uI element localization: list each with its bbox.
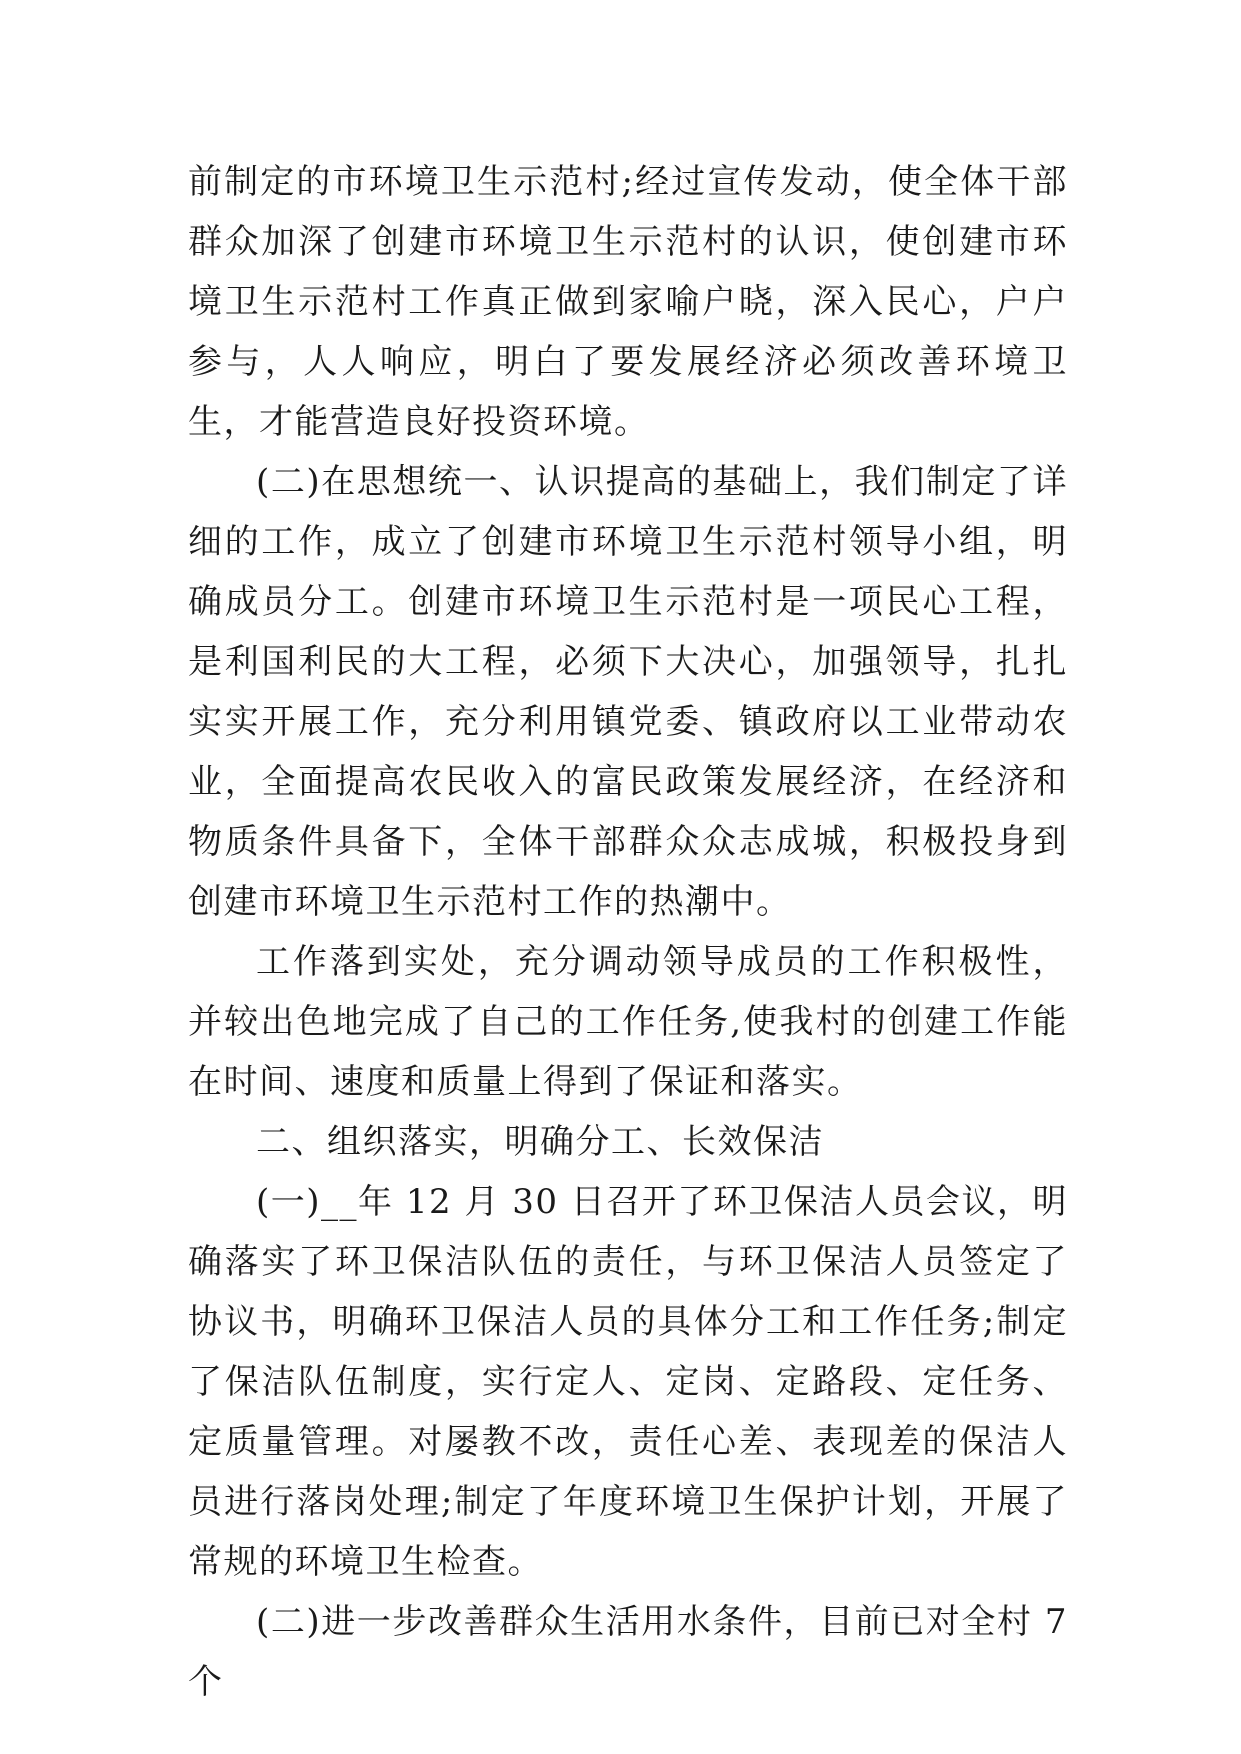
document-body [188, 152, 1068, 1712]
paragraph-6: (二)进一步改善群众生活用水条件，目前已对全村 7 个 [188, 1602, 1068, 1702]
paragraph-5: (一)__年 12 月 30 日召开了环卫保洁人员会议，明确落实了环卫保洁队伍的责任，与环卫保洁人员签定了协议书，明确环卫保洁人员的具体分工和工作任务;制定了保洁队伍制度，实行定人、定岗、定路段、定任务、定质量管理。对屡教不改，责任心差、表现差的保洁人员进行落岗处理;制定了年度环境卫生保护计划，开展了常规的环境卫生检查。 [188, 1182, 1068, 1582]
paragraph-1: 前制定的市环境卫生示范村;经过宣传发动，使全体干部群众加深了创建市环境卫生示范村的认识，使创建市环境卫生示范村工作真正做到家喻户晓，深入民心，户户参与，人人响应，明白了要发展经济必须改善环境卫生，才能营造良好投资环境。 [188, 162, 1068, 442]
section-heading: 二、组织落实，明确分工、长效保洁 [256, 1122, 824, 1162]
paragraph-3: 工作落到实处，充分调动领导成员的工作积极性，并较出色地完成了自己的工作任务,使我村的创建工作能在时间、速度和质量上得到了保证和落实。 [188, 942, 1068, 1102]
paragraph-2: (二)在思想统一、认识提高的基础上，我们制定了详细的工作，成立了创建市环境卫生示范村领导小组，明确成员分工。创建市环境卫生示范村是一项民心工程，是利国利民的大工程，必须下大决心，加强领导，扎扎实实开展工作，充分利用镇党委、镇政府以工业带动农业，全面提高农民收入的富民政策发展经济，在经济和物质条件具备下，全体干部群众众志成城，积极投身到创建市环境卫生示范村工作的热潮中。 [188, 462, 1068, 922]
